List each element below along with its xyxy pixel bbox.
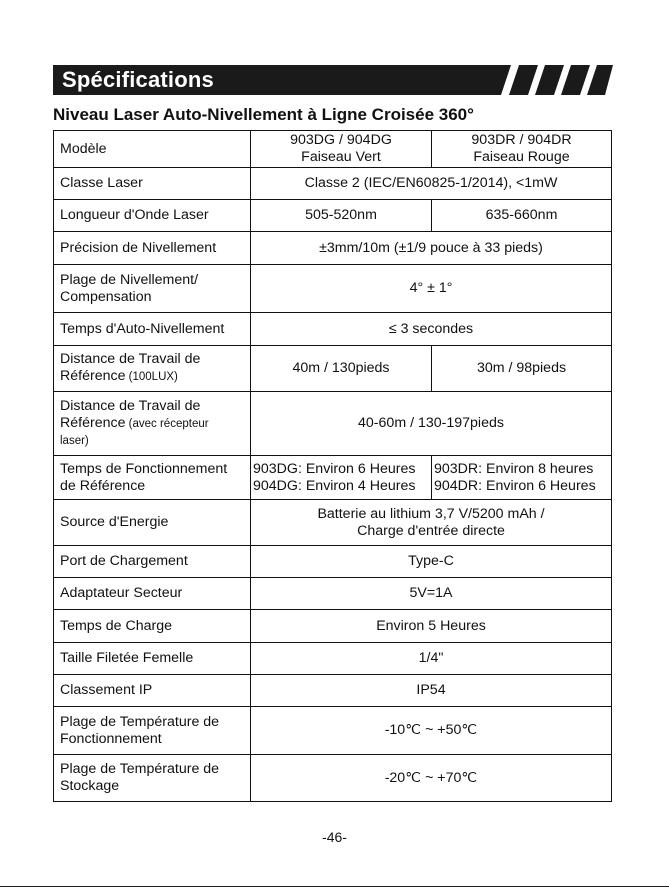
table-row — [54, 643, 612, 675]
cell-value: 505-520nm — [251, 200, 432, 232]
table-row — [54, 707, 612, 755]
cell-value: Classe 2 (IEC/EN60825-1/2014), <1mW — [251, 168, 612, 200]
table-row — [54, 675, 612, 707]
cell-value: 40m / 130pieds — [251, 346, 432, 392]
cell-value: 903DR / 904DR Faiseau Rouge — [432, 131, 612, 168]
row-label: Distance de Travail de Référence (100LUX) — [54, 346, 251, 392]
bottom-divider — [0, 886, 669, 887]
row-label: Longueur d'Onde Laser — [54, 200, 251, 232]
table-row — [54, 168, 612, 200]
cell-value: -10℃ ~ +50℃ — [251, 707, 612, 755]
section-banner — [53, 65, 613, 95]
table-row — [54, 232, 612, 265]
table-row — [54, 200, 612, 232]
table-row — [54, 392, 612, 456]
cell-value: ±3mm/10m (±1/9 pouce à 33 pieds) — [251, 232, 612, 265]
row-label: Distance de Travail de Référence (avec récepteur laser) — [54, 392, 251, 456]
table-row — [54, 610, 612, 643]
row-label: Plage de Température de Fonctionnement — [54, 707, 251, 755]
cell-value: 903DR: Environ 8 heures 904DR: Environ 6 Heures — [432, 456, 612, 500]
cell-value: Type-C — [251, 546, 612, 578]
table-row — [54, 131, 612, 168]
cell-value: -20℃ ~ +70℃ — [251, 755, 612, 802]
row-label: Classement IP — [54, 675, 251, 707]
row-label: Plage de Nivellement/ Compensation — [54, 265, 251, 313]
spec-table — [53, 130, 612, 802]
cell-value: ≤ 3 secondes — [251, 313, 612, 346]
table-row — [54, 456, 612, 500]
row-label: Précision de Nivellement — [54, 232, 251, 265]
cell-value: 635-660nm — [432, 200, 612, 232]
cell-value: 30m / 98pieds — [432, 346, 612, 392]
row-label: Taille Filetée Femelle — [54, 643, 251, 675]
row-label: Plage de Température de Stockage — [54, 755, 251, 802]
table-row — [54, 546, 612, 578]
cell-value: 5V=1A — [251, 578, 612, 610]
cell-value: Environ 5 Heures — [251, 610, 612, 643]
table-row — [54, 313, 612, 346]
cell-value: IP54 — [251, 675, 612, 707]
row-label: Temps de Fonctionnement de Référence — [54, 456, 251, 500]
table-row — [54, 346, 612, 392]
section-title: Spécifications — [62, 67, 214, 92]
cell-value: 1/4" — [251, 643, 612, 675]
row-label: Port de Chargement — [54, 546, 251, 578]
row-label: Source d'Energie — [54, 500, 251, 546]
table-row — [54, 755, 612, 802]
cell-value: 40-60m / 130-197pieds — [251, 392, 612, 456]
table-row — [54, 500, 612, 546]
page-number: -46- — [322, 829, 347, 845]
row-label: Temps d'Auto-Nivellement — [54, 313, 251, 346]
table-row — [54, 578, 612, 610]
row-label: Modèle — [54, 131, 251, 168]
product-subtitle: Niveau Laser Auto-Nivellement à Ligne Croisée 360° — [53, 105, 474, 124]
table-row — [54, 265, 612, 313]
cell-value: 903DG: Environ 6 Heures 904DG: Environ 4 Heures — [251, 456, 432, 500]
cell-value: Batterie au lithium 3,7 V/5200 mAh / Charge d'entrée directe — [251, 500, 612, 546]
cell-value: 903DG / 904DG Faiseau Vert — [251, 131, 432, 168]
row-label: Classe Laser — [54, 168, 251, 200]
cell-value: 4° ± 1° — [251, 265, 612, 313]
row-label: Temps de Charge — [54, 610, 251, 643]
row-label: Adaptateur Secteur — [54, 578, 251, 610]
